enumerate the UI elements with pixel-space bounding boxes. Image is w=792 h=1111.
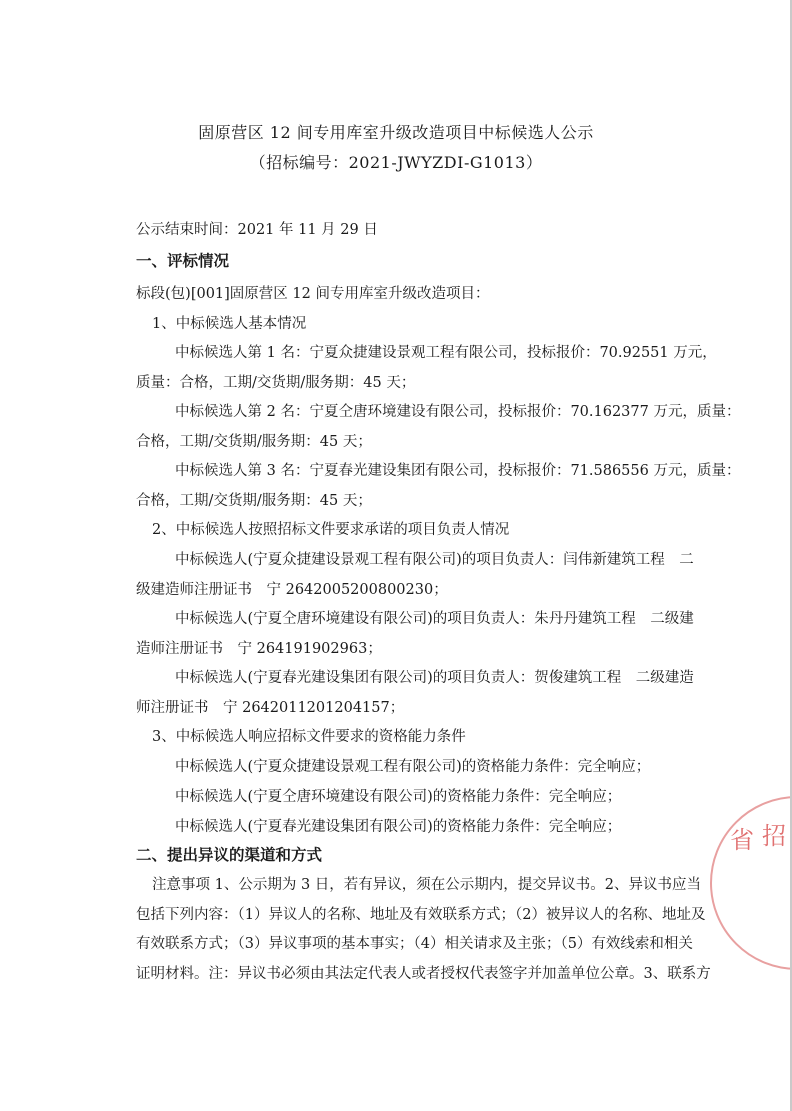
section1-heading: 一、评标情况	[136, 252, 230, 270]
end-time: 公示结束时间：2021 年 11 月 29 日	[136, 222, 378, 238]
manager-1-line-a: 中标候选人(宁夏众捷建设景观工程有限公司)的项目负责人：闫伟新建筑工程 二	[175, 552, 694, 568]
candidate-2-line-b: 合格，工期/交货期/服务期：45 天；	[136, 434, 372, 450]
candidate-1-line-b: 质量：合格，工期/交货期/服务期：45 天；	[136, 375, 416, 391]
candidate-3-line-a: 中标候选人第 3 名：宁夏春光建设集团有限公司，投标报价：71.586556 万元，质量：	[175, 463, 741, 479]
qualification-3: 中标候选人(宁夏春光建设集团有限公司)的资格能力条件：完全响应；	[175, 819, 622, 835]
candidate-1-line-a: 中标候选人第 1 名：宁夏众捷建设景观工程有限公司，投标报价：70.92551 万元，	[175, 345, 717, 361]
objection-line-4: 证明材料。注：异议书必须由其法定代表人或者授权代表签字并加盖单位公章。3、联系方	[136, 966, 711, 982]
sub2-heading: 2、中标候选人按照招标文件要求承诺的项目负责人情况	[152, 522, 510, 538]
sub1-heading: 1、中标候选人基本情况	[152, 316, 307, 332]
manager-2-line-a: 中标候选人(宁夏仝唐环境建设有限公司)的项目负责人：朱丹丹建筑工程 二级建	[175, 611, 694, 627]
objection-line-3: 有效联系方式；（3）异议事项的基本事实；（4）相关请求及主张；（5）有效线索和相关	[136, 936, 693, 952]
objection-line-2: 包括下列内容：（1）异议人的名称、地址及有效联系方式；（2）被异议人的名称、地址及	[136, 907, 706, 923]
document-title: 固原营区 12 间专用库室升级改造项目中标候选人公示	[198, 123, 594, 142]
candidate-2-line-a: 中标候选人第 2 名：宁夏仝唐环境建设有限公司，投标报价：70.162377 万元，质量：	[175, 404, 741, 420]
manager-2-line-b: 造师注册证书 宁 264191902963；	[136, 641, 382, 657]
sub3-heading: 3、中标候选人响应招标文件要求的资格能力条件	[152, 729, 466, 745]
manager-3-line-a: 中标候选人(宁夏春光建设集团有限公司)的项目负责人：贺俊建筑工程 二级建造	[175, 670, 694, 686]
document-subtitle: （招标编号：2021-JWYZDI-G1013）	[249, 153, 543, 172]
candidate-3-line-b: 合格，工期/交货期/服务期：45 天；	[136, 493, 372, 509]
manager-1-line-b: 级建造师注册证书 宁 2642005200800230；	[136, 582, 448, 598]
objection-line-1: 注意事项 1、公示期为 3 日，若有异议，须在公示期内，提交异议书。2、异议书应当	[152, 877, 702, 893]
stamp-char-2: 招	[762, 822, 786, 850]
stamp-char-1: 省	[730, 826, 754, 854]
section2-heading: 二、提出异议的渠道和方式	[136, 846, 323, 864]
qualification-2: 中标候选人(宁夏仝唐环境建设有限公司)的资格能力条件：完全响应；	[175, 789, 622, 805]
manager-3-line-b: 师注册证书 宁 2642011201204157；	[136, 700, 405, 716]
lot-line: 标段(包)[001]固原营区 12 间专用库室升级改造项目：	[136, 286, 490, 302]
qualification-1: 中标候选人(宁夏众捷建设景观工程有限公司)的资格能力条件：完全响应；	[175, 759, 651, 775]
